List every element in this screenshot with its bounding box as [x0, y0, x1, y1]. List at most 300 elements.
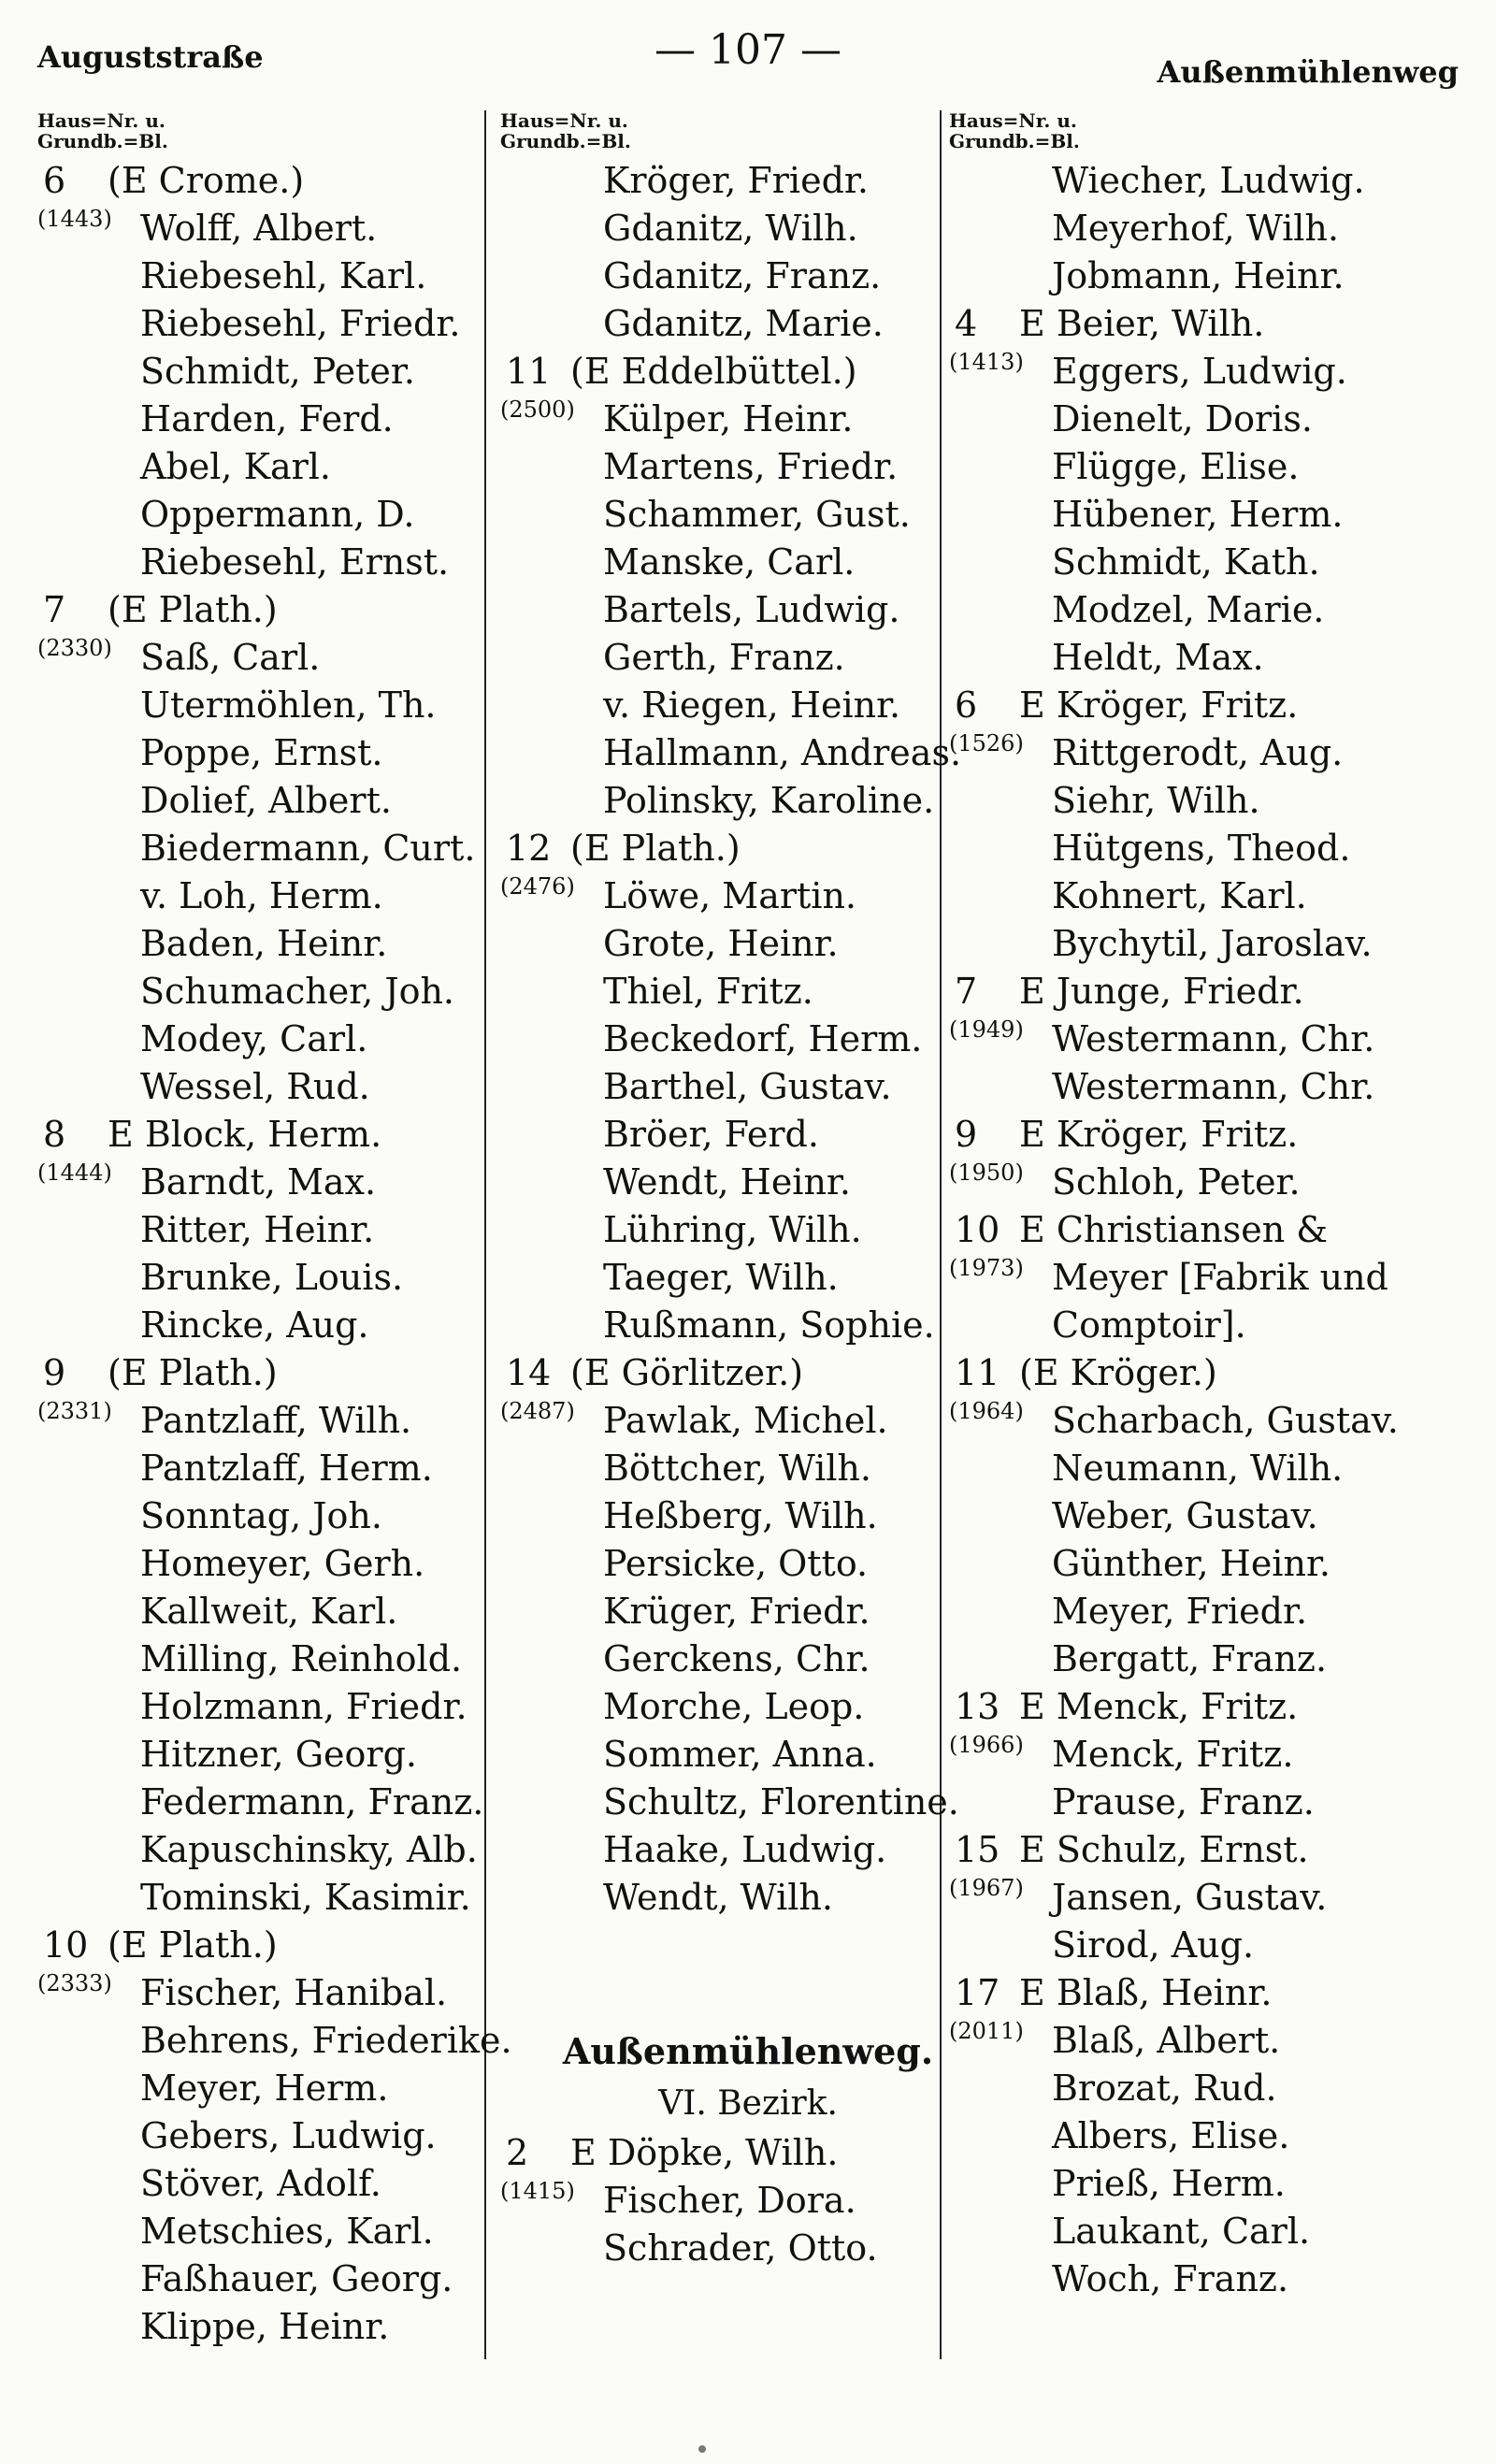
- entry-text: Barndt, Max.: [140, 1161, 377, 1203]
- resident-entry: [37, 491, 477, 539]
- page-number: — 107 —: [654, 26, 842, 74]
- entry-text: Harden, Ferd.: [140, 398, 394, 439]
- grundbuch-number: (1966): [949, 1732, 1024, 1758]
- entry-text: Kröger, Friedr.: [603, 160, 869, 201]
- resident-entry: [949, 2160, 1459, 2208]
- entry-text: Thiel, Fritz.: [603, 971, 813, 1012]
- entry-text: v. Riegen, Heinr.: [603, 684, 901, 726]
- entry-text: Schrader, Otto.: [603, 2227, 878, 2269]
- resident-entry: [37, 2303, 477, 2351]
- entry-text: Fischer, Hanibal.: [140, 1972, 448, 2013]
- grundbuch-number: (2500): [500, 396, 575, 423]
- grundbuch-entry: [949, 729, 1459, 777]
- grundbuch-number: (2011): [949, 2018, 1024, 2044]
- resident-entry: [949, 491, 1459, 539]
- house-number: 14: [506, 1352, 552, 1393]
- resident-entry: [949, 539, 1459, 586]
- entry-text: Poppe, Ernst.: [140, 732, 383, 773]
- house-entry: [949, 1683, 1459, 1731]
- entry-text: Laukant, Carl.: [1052, 2211, 1311, 2252]
- resident-entry: [37, 2017, 512, 2065]
- grundbuch-number: (1413): [949, 349, 1024, 375]
- grundbuch-number: (1444): [37, 1160, 112, 1186]
- entry-text: Barthel, Gustav.: [603, 1066, 892, 1107]
- entry-text: Wendt, Heinr.: [603, 1161, 851, 1203]
- entry-text: (E Crome.): [108, 160, 305, 201]
- resident-entry: [500, 968, 940, 1016]
- resident-entry: [500, 443, 940, 491]
- resident-entry: [500, 1445, 940, 1492]
- resident-entry: [500, 586, 940, 634]
- resident-entry: [37, 1492, 477, 1540]
- house-entry: [949, 682, 1459, 729]
- column-3: [949, 110, 1459, 2429]
- entry-text: Sonntag, Joh.: [140, 1495, 382, 1536]
- entry-text: Westermann, Chr.: [1052, 1066, 1375, 1107]
- entry-text: E Christiansen &: [1019, 1209, 1329, 1250]
- resident-entry: [500, 777, 940, 825]
- entry-text: Beckedorf, Herm.: [603, 1018, 923, 1059]
- grundbuch-number: (1443): [37, 206, 112, 232]
- resident-entry: [949, 443, 1459, 491]
- entry-text: Schammer, Gust.: [603, 494, 911, 535]
- resident-entry: [37, 2160, 477, 2208]
- entry-text: E Block, Herm.: [108, 1114, 382, 1155]
- entry-text: Taeger, Wilh.: [603, 1257, 839, 1298]
- grundbuch-entry: [500, 872, 940, 920]
- column-heading-line1: Haus=Nr. u.: [949, 109, 1077, 132]
- resident-entry: [37, 825, 477, 872]
- entry-text: (E Plath.): [570, 828, 741, 869]
- resident-entry: [500, 729, 962, 777]
- resident-entry: [37, 300, 477, 348]
- grundbuch-number: (1967): [949, 1875, 1024, 1901]
- resident-entry: [500, 1016, 940, 1063]
- resident-entry: [949, 2255, 1459, 2303]
- entry-text: Manske, Carl.: [603, 541, 856, 583]
- grundbuch-entry: [37, 205, 477, 252]
- entry-list: [500, 2129, 940, 2272]
- resident-entry: [949, 1588, 1459, 1635]
- entry-text: E Beier, Wilh.: [1019, 303, 1265, 344]
- grundbuch-entry: [37, 1969, 477, 2017]
- entry-text: Heßberg, Wilh.: [603, 1495, 878, 1536]
- resident-entry: [500, 1206, 940, 1254]
- entry-text: (E Plath.): [108, 1924, 278, 1966]
- entry-text: Schmidt, Kath.: [1052, 541, 1320, 583]
- resident-entry: [37, 252, 477, 300]
- entry-text: Modzel, Marie.: [1052, 589, 1325, 630]
- header-right-street: Außenmühlenweg: [1157, 54, 1459, 90]
- resident-entry: [500, 1254, 940, 1302]
- entry-text: Flügge, Elise.: [1052, 446, 1300, 487]
- resident-entry: [500, 1588, 940, 1635]
- entry-text: Brozat, Rud.: [1052, 2068, 1277, 2109]
- house-number: 9: [955, 1114, 978, 1155]
- column-1: [37, 109, 512, 2429]
- grundbuch-entry: [500, 396, 940, 443]
- resident-entry: [500, 1683, 940, 1731]
- resident-entry: [37, 1206, 477, 1254]
- house-entry: [949, 1826, 1459, 1874]
- grundbuch-entry: [949, 1397, 1459, 1445]
- entry-text: Grote, Heinr.: [603, 923, 839, 964]
- resident-entry: [500, 1159, 940, 1206]
- grundbuch-entry: [949, 348, 1459, 396]
- resident-entry: [949, 586, 1459, 634]
- resident-entry: [37, 443, 477, 491]
- house-number: 7: [955, 971, 978, 1012]
- grundbuch-number: (2476): [500, 873, 575, 900]
- house-entry: [949, 1969, 1459, 2017]
- entry-text: E Kröger, Fritz.: [1019, 684, 1299, 726]
- entry-text: Haake, Ludwig.: [603, 1829, 887, 1870]
- resident-entry: [949, 777, 1459, 825]
- resident-entry: [500, 1874, 940, 1922]
- resident-entry: [500, 300, 940, 348]
- resident-entry: [37, 1302, 477, 1349]
- entry-text: Blaß, Albert.: [1052, 2020, 1281, 2061]
- entry-text: Löwe, Martin.: [603, 875, 856, 916]
- grundbuch-number: (1415): [500, 2178, 575, 2204]
- house-number: 7: [43, 589, 66, 630]
- entry-text: Bychytil, Jaroslav.: [1052, 923, 1373, 964]
- grundbuch-entry: [949, 1254, 1459, 1302]
- grundbuch-entry: [500, 2177, 940, 2225]
- column-heading-line1: Haus=Nr. u.: [37, 109, 165, 132]
- entry-text: Schloh, Peter.: [1052, 1161, 1301, 1203]
- resident-entry: [37, 872, 477, 920]
- grundbuch-number: (1949): [949, 1016, 1024, 1043]
- entry-text: Brunke, Louis.: [140, 1257, 404, 1298]
- resident-entry: [949, 205, 1459, 252]
- resident-entry: [500, 1063, 940, 1111]
- entry-text: Pantzlaff, Wilh.: [140, 1400, 412, 1441]
- grundbuch-number: (2487): [500, 1398, 575, 1424]
- house-number: 15: [955, 1829, 1000, 1870]
- entry-text: (E Plath.): [108, 589, 278, 630]
- house-number: 6: [43, 160, 66, 201]
- entry-text: Riebesehl, Friedr.: [140, 303, 461, 344]
- page-header: [37, 17, 1459, 90]
- grundbuch-entry: [37, 1159, 477, 1206]
- resident-entry: [37, 1540, 477, 1588]
- column-heading-line2: Grundb.=Bl.: [37, 130, 168, 152]
- entry-text: Milling, Reinhold.: [140, 1638, 463, 1679]
- entry-text: Bergatt, Franz.: [1052, 1638, 1328, 1679]
- resident-entry: [949, 1635, 1459, 1683]
- resident-entry: [37, 777, 477, 825]
- entry-text: Gdanitz, Marie.: [603, 303, 884, 344]
- entry-text: Kallweit, Karl.: [140, 1591, 398, 1632]
- entry-text: Prause, Franz.: [1052, 1781, 1315, 1823]
- entry-text: Faßhauer, Georg.: [140, 2258, 453, 2299]
- resident-entry: [500, 157, 940, 205]
- entry-text: Rußmann, Sophie.: [603, 1304, 935, 1346]
- house-number: 17: [955, 1972, 1000, 2013]
- resident-entry: [37, 1016, 477, 1063]
- ink-dot: [698, 2445, 706, 2453]
- entry-text: Wolff, Albert.: [140, 208, 378, 249]
- entry-text: Abel, Karl.: [140, 446, 332, 487]
- entry-text: Siehr, Wilh.: [1052, 780, 1260, 821]
- grundbuch-entry: [949, 1159, 1459, 1206]
- entry-text: Günther, Heinr.: [1052, 1543, 1331, 1584]
- entry-text: Pantzlaff, Herm.: [140, 1448, 433, 1489]
- entry-text: Martens, Friedr.: [603, 446, 899, 487]
- entry-text: Fischer, Dora.: [603, 2180, 856, 2221]
- column-2: [500, 109, 962, 2429]
- resident-entry: [500, 1111, 940, 1159]
- entry-text: Metschies, Karl.: [140, 2211, 434, 2252]
- entry-text: Schmidt, Peter.: [140, 351, 415, 392]
- entry-text: (E Plath.): [108, 1352, 278, 1393]
- entry-text: Riebesehl, Ernst.: [140, 541, 450, 583]
- house-number: 6: [955, 684, 978, 726]
- column-rule: [940, 110, 942, 2359]
- entry-text: Meyerhof, Wilh.: [1052, 208, 1339, 249]
- entry-text: E Schulz, Ernst.: [1019, 1829, 1309, 1870]
- resident-entry: [37, 1254, 477, 1302]
- grundbuch-entry: [949, 1874, 1459, 1922]
- resident-entry: [37, 729, 477, 777]
- entry-text: E Döpke, Wilh.: [570, 2132, 839, 2173]
- entry-text: Schultz, Florentine.: [603, 1781, 959, 1823]
- resident-entry: [500, 682, 940, 729]
- resident-entry: [37, 2208, 477, 2255]
- grundbuch-entry: [500, 1397, 940, 1445]
- resident-entry: [949, 157, 1459, 205]
- entry-text: Dolief, Albert.: [140, 780, 392, 821]
- entry-text: Holzmann, Friedr.: [140, 1686, 468, 1727]
- resident-entry: [37, 1874, 477, 1922]
- house-number: 11: [506, 351, 552, 392]
- entry-text: Persicke, Otto.: [603, 1543, 869, 1584]
- resident-entry: [949, 1302, 1459, 1349]
- entry-text: Baden, Heinr.: [140, 923, 388, 964]
- entry-text: Rincke, Aug.: [140, 1304, 369, 1346]
- house-number: 4: [955, 303, 978, 344]
- entry-text: (E Kröger.): [1019, 1352, 1217, 1393]
- entry-text: Utermöhlen, Th.: [140, 684, 437, 726]
- entry-text: Riebesehl, Karl.: [140, 255, 427, 296]
- resident-entry: [500, 1492, 940, 1540]
- house-entry: [949, 1206, 1459, 1254]
- entry-text: Kapuschinsky, Alb.: [140, 1829, 478, 1870]
- resident-entry: [949, 2208, 1459, 2255]
- resident-entry: [500, 1731, 940, 1779]
- resident-entry: [37, 2112, 477, 2160]
- resident-entry: [37, 396, 477, 443]
- resident-entry: [37, 1063, 477, 1111]
- entry-text: Kohnert, Karl.: [1052, 875, 1307, 916]
- resident-entry: [37, 1779, 484, 1826]
- entry-text: Wendt, Wilh.: [603, 1877, 833, 1918]
- column-heading: [37, 110, 477, 157]
- entry-text: Scharbach, Gustav.: [1052, 1400, 1399, 1441]
- entry-text: Külper, Heinr.: [603, 398, 854, 439]
- resident-entry: [37, 1445, 477, 1492]
- entry-text: E Menck, Fritz.: [1019, 1686, 1299, 1727]
- resident-entry: [949, 872, 1459, 920]
- entry-text: Bartels, Ludwig.: [603, 589, 900, 630]
- house-number: 8: [43, 1114, 66, 1155]
- entry-text: Tominski, Kasimir.: [140, 1877, 471, 1918]
- entry-text: E Blaß, Heinr.: [1019, 1972, 1273, 2013]
- column-heading-line2: Grundb.=Bl.: [500, 130, 631, 152]
- entry-text: Bröer, Ferd.: [603, 1114, 819, 1155]
- house-entry: [949, 1111, 1459, 1159]
- section-subtitle: VI. Bezirk.: [658, 2084, 838, 2123]
- entry-text: v. Loh, Herm.: [140, 875, 383, 916]
- resident-entry: [500, 1540, 940, 1588]
- entry-text: Meyer, Friedr.: [1052, 1591, 1308, 1632]
- entry-text: Eggers, Ludwig.: [1052, 351, 1347, 392]
- resident-entry: [37, 2255, 477, 2303]
- resident-entry: [949, 825, 1459, 872]
- resident-entry: [37, 539, 477, 586]
- entry-text: Krüger, Friedr.: [603, 1591, 870, 1632]
- entry-text: Lühring, Wilh.: [603, 1209, 862, 1250]
- resident-entry: [500, 1779, 959, 1826]
- entry-list: [949, 157, 1459, 2303]
- entry-text: Gdanitz, Wilh.: [603, 208, 858, 249]
- resident-entry: [500, 2225, 940, 2272]
- house-number: 10: [955, 1209, 1000, 1250]
- entry-text: Behrens, Friederike.: [140, 2020, 512, 2061]
- entry-text: Prieß, Herm.: [1052, 2163, 1286, 2204]
- entry-text: Neumann, Wilh.: [1052, 1448, 1344, 1489]
- grundbuch-entry: [949, 1016, 1459, 1063]
- entry-text: Morche, Leop.: [603, 1686, 865, 1727]
- entry-text: (E Görlitzer.): [570, 1352, 804, 1393]
- entry-text: Ritter, Heinr.: [140, 1209, 375, 1250]
- section-title: Außenmühlenweg.: [562, 2030, 934, 2072]
- resident-entry: [949, 1445, 1459, 1492]
- resident-entry: [949, 396, 1459, 443]
- house-number: 13: [955, 1686, 1000, 1727]
- column-heading: [500, 110, 940, 157]
- house-entry: [949, 968, 1459, 1016]
- entry-text: Böttcher, Wilh.: [603, 1448, 871, 1489]
- grundbuch-entry: [37, 634, 477, 682]
- house-number: 10: [43, 1924, 89, 1966]
- entry-text: Meyer, Herm.: [140, 2068, 389, 2109]
- header-left-street: Auguststraße: [37, 39, 264, 75]
- grundbuch-number: (2333): [37, 1970, 112, 1996]
- entry-text: Menck, Fritz.: [1052, 1734, 1294, 1775]
- entry-text: Polinsky, Karoline.: [603, 780, 935, 821]
- entry-text: Saß, Carl.: [140, 637, 321, 678]
- entry-text: Hitzner, Georg.: [140, 1734, 417, 1775]
- resident-entry: [500, 539, 940, 586]
- resident-entry: [949, 1922, 1459, 1969]
- entry-list: [500, 157, 962, 1922]
- grundbuch-number: (1526): [949, 730, 1024, 756]
- entry-text: (E Eddelbüttel.): [570, 351, 857, 392]
- resident-entry: [949, 2112, 1459, 2160]
- resident-entry: [500, 1302, 940, 1349]
- spacer: [500, 1922, 940, 2025]
- grundbuch-number: (1973): [949, 1255, 1024, 1281]
- resident-entry: [37, 968, 477, 1016]
- column-heading: [949, 110, 1459, 157]
- resident-entry: [37, 1826, 477, 1874]
- entry-text: Sirod, Aug.: [1052, 1924, 1255, 1966]
- resident-entry: [500, 1635, 940, 1683]
- entry-text: Rittgerodt, Aug.: [1052, 732, 1344, 773]
- entry-text: Jobmann, Heinr.: [1052, 255, 1345, 296]
- entry-text: Weber, Gustav.: [1052, 1495, 1318, 1536]
- resident-entry: [37, 1683, 477, 1731]
- entry-text: Stöver, Adolf.: [140, 2163, 381, 2204]
- entry-list: [37, 157, 512, 2351]
- house-number: 2: [506, 2132, 529, 2173]
- resident-entry: [500, 491, 940, 539]
- entry-text: Oppermann, D.: [140, 494, 415, 535]
- resident-entry: [37, 1731, 477, 1779]
- column-heading-line2: Grundb.=Bl.: [949, 130, 1080, 152]
- house-number: 9: [43, 1352, 66, 1393]
- house-entry: [949, 1349, 1459, 1397]
- resident-entry: [37, 2065, 477, 2112]
- entry-text: Dienelt, Doris.: [1052, 398, 1313, 439]
- resident-entry: [37, 348, 477, 396]
- entry-text: Biedermann, Curt.: [140, 828, 476, 869]
- resident-entry: [949, 2065, 1459, 2112]
- entry-text: Woch, Franz.: [1052, 2258, 1289, 2299]
- house-number: 11: [955, 1352, 1000, 1393]
- entry-text: Wessel, Rud.: [140, 1066, 370, 1107]
- resident-entry: [500, 920, 940, 968]
- resident-entry: [37, 920, 477, 968]
- entry-text: Schumacher, Joh.: [140, 971, 455, 1012]
- house-number: 12: [506, 828, 552, 869]
- entry-text: Hübener, Herm.: [1052, 494, 1344, 535]
- entry-text: Meyer [Fabrik und: [1052, 1257, 1388, 1298]
- resident-entry: [37, 682, 477, 729]
- resident-entry: [949, 634, 1459, 682]
- grundbuch-number: (1964): [949, 1398, 1024, 1424]
- resident-entry: [500, 1826, 940, 1874]
- entry-text: Sommer, Anna.: [603, 1734, 877, 1775]
- entry-text: Gerckens, Chr.: [603, 1638, 870, 1679]
- entry-text: Hallmann, Andreas.: [603, 732, 962, 773]
- entry-text: Gebers, Ludwig.: [140, 2115, 437, 2156]
- entry-text: Heldt, Max.: [1052, 637, 1264, 678]
- resident-entry: [949, 920, 1459, 968]
- house-entry: [949, 300, 1459, 348]
- entry-text: Pawlak, Michel.: [603, 1400, 888, 1441]
- grundbuch-entry: [949, 2017, 1459, 2065]
- entry-text: Albers, Elise.: [1052, 2115, 1290, 2156]
- resident-entry: [37, 1588, 477, 1635]
- resident-entry: [949, 1492, 1459, 1540]
- resident-entry: [500, 634, 940, 682]
- entry-text: E Junge, Friedr.: [1019, 971, 1304, 1012]
- resident-entry: [37, 1635, 477, 1683]
- resident-entry: [949, 1779, 1459, 1826]
- resident-entry: [949, 1540, 1459, 1588]
- entry-text: Wiecher, Ludwig.: [1052, 160, 1365, 201]
- entry-text: E Kröger, Fritz.: [1019, 1114, 1299, 1155]
- entry-text: Gerth, Franz.: [603, 637, 845, 678]
- entry-text: Klippe, Heinr.: [140, 2306, 390, 2347]
- grundbuch-entry: [37, 1397, 477, 1445]
- column-heading-line1: Haus=Nr. u.: [500, 109, 628, 132]
- grundbuch-number: (2330): [37, 635, 112, 661]
- entry-text: Hütgens, Theod.: [1052, 828, 1351, 869]
